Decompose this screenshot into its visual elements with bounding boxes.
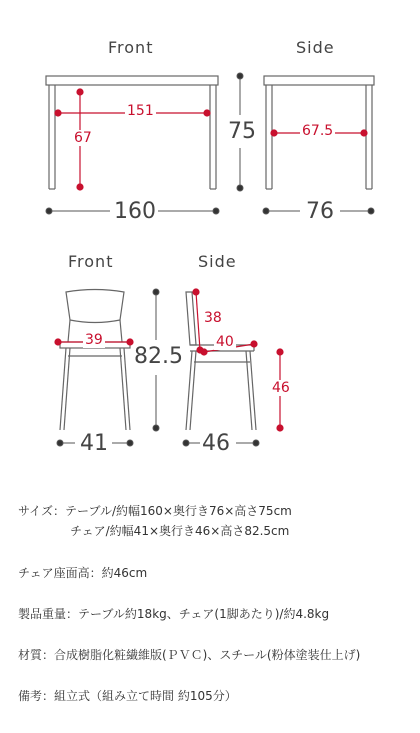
spec-size-chair: チェア/約幅41×奥行き46×高さ82.5cm: [70, 524, 290, 538]
spec-note: 備考：組立式（組み立て時間 約105分）: [18, 689, 237, 703]
table-front-label: Front: [108, 38, 154, 57]
chair-depth-value: 46: [202, 431, 230, 456]
chair-seat-height-value: 46: [272, 380, 290, 396]
spec-seat-height: チェア座面高：約46cm: [18, 566, 148, 580]
chair-width-value: 41: [80, 431, 108, 456]
table-inner-height-value: 67: [74, 130, 92, 146]
chair-front-outline: [60, 290, 130, 431]
chair-back-height-value: 38: [204, 310, 222, 326]
chair-front-label: Front: [68, 252, 114, 271]
chair-height-value: 82.5: [134, 344, 183, 369]
spec-size-chair-row: [70, 522, 289, 539]
chair-side-label: Side: [198, 252, 237, 271]
chair-seat-depth-value: 40: [216, 334, 234, 350]
table-width-value: 160: [114, 199, 156, 224]
table-height-value: 75: [228, 119, 256, 144]
spec-size-label: サイズ：: [18, 504, 66, 518]
table-side-label: Side: [296, 38, 335, 57]
table-side-inner-value: 67.5: [302, 123, 334, 139]
chair-seat-width-value: 39: [85, 332, 103, 348]
spec-weight: 製品重量：テーブル約18kg、チェア(1脚あたり)/約4.8kg: [18, 607, 330, 621]
table-inner-width-value: 151: [127, 103, 154, 119]
spec-size-row: [18, 502, 292, 519]
spec-material: 材質：合成樹脂化粧繊維版(ＰＶＣ)、スチール(粉体塗装仕上げ): [18, 648, 361, 662]
table-depth-value: 76: [306, 199, 334, 224]
spec-size-table: テーブル/約幅160×奥行き76×高さ75cm: [65, 504, 292, 518]
